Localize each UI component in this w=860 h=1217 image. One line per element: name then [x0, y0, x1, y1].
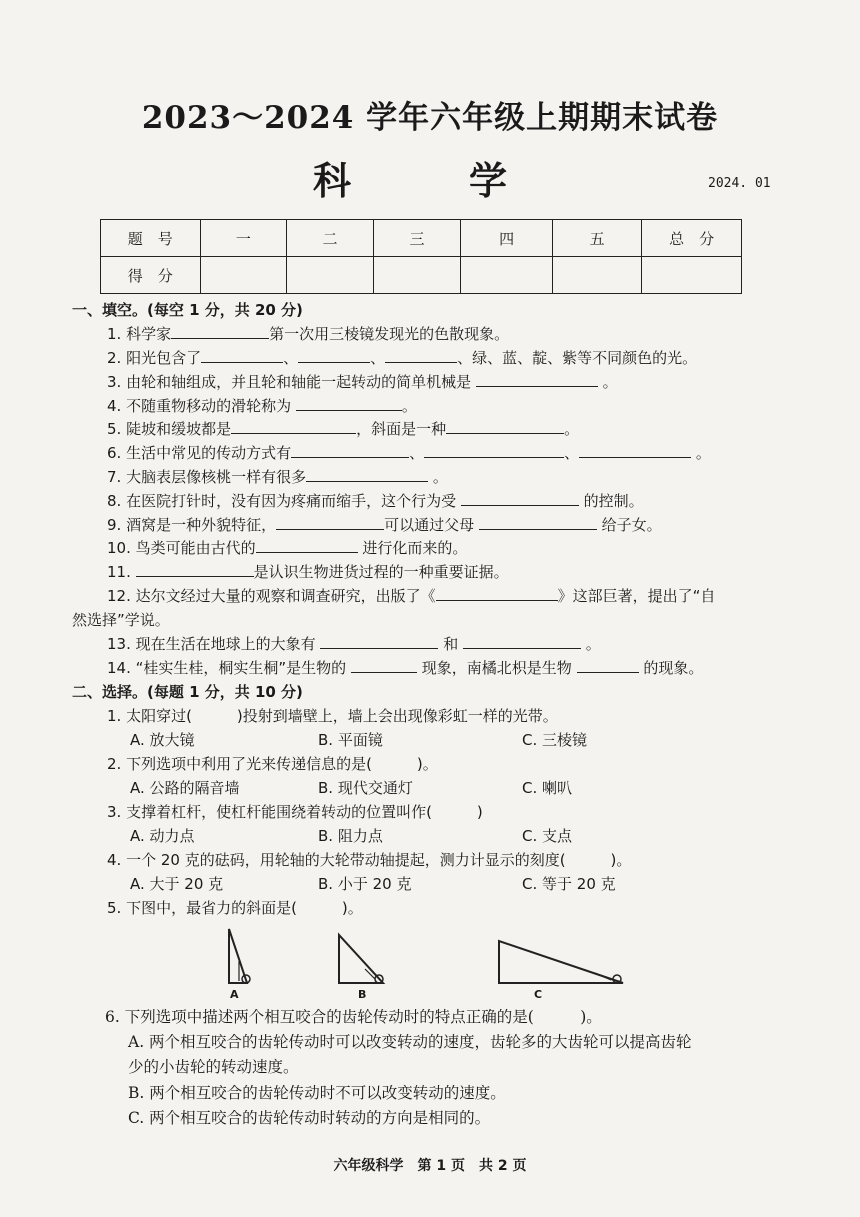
score-table-header-row [101, 220, 742, 257]
choice-q1: 1. 太阳穿过( )投射到墙壁上，墙上会出现像彩虹一样的光带。 [107, 707, 558, 725]
fill-q5: 5. 陡坡和缓坡都是 ，斜面是一种 。 [107, 420, 580, 438]
answer-blank[interactable] [446, 419, 564, 434]
score-cell-2[interactable] [287, 257, 374, 294]
choice-q4: 4. 一个 20 克的砝码，用轮轴的大轮带动轴提起，测力计显示的刻度( )。 [107, 851, 632, 869]
answer-blank[interactable] [577, 658, 639, 673]
answer-blank[interactable] [306, 467, 428, 482]
choice-q2-option-a[interactable]: A. 公路的隔音墙 [130, 779, 240, 797]
score-table-cell: 题 号 [101, 220, 201, 257]
fill-q4: 4. 不随重物移动的滑轮称为 。 [107, 397, 417, 415]
choice-q6-option-c[interactable]: C. 两个相互咬合的齿轮传动时转动的方向是相同的。 [128, 1109, 491, 1127]
answer-blank[interactable] [171, 324, 269, 339]
incline-c-label: C [534, 988, 543, 1001]
exam-title: 2023～2024 学年六年级上期期末试卷 [141, 100, 719, 136]
incline-a-icon [229, 929, 250, 983]
score-table-cell: 三 [373, 220, 461, 257]
score-table-cell: 四 [461, 220, 552, 257]
fill-q2: 2. 阳光包含了 、 、 、绿、蓝、靛、紫等不同颜色的光。 [107, 349, 698, 367]
section2-heading: 二、选择。(每题 1 分，共 10 分) [72, 683, 303, 701]
score-table-cell: 五 [552, 220, 642, 257]
score-table-cell: 一 [200, 220, 287, 257]
choice-q6-option-a-cont: 少的小齿轮的转动速度。 [128, 1058, 299, 1076]
subject-title: 科 学 [312, 158, 547, 203]
answer-blank[interactable] [463, 634, 581, 649]
incline-figure [215, 925, 635, 1001]
answer-blank[interactable] [276, 515, 384, 530]
answer-blank[interactable] [385, 348, 457, 363]
fill-q14: 14. “桂实生桂，桐实生桐”是生物的 现象，南橘北枳是生物 的现象。 [107, 659, 704, 677]
score-cell-total[interactable] [642, 257, 742, 294]
incline-c-icon [499, 941, 623, 983]
score-table [100, 219, 742, 294]
choice-q2-option-c[interactable]: C. 喇叭 [522, 779, 573, 797]
fill-q6: 6. 生活中常见的传动方式有 、 、 。 [107, 444, 711, 462]
score-cell-5[interactable] [552, 257, 642, 294]
answer-blank[interactable] [351, 658, 417, 673]
choice-q2-option-b[interactable]: B. 现代交通灯 [318, 779, 413, 797]
score-table-cell: 二 [287, 220, 374, 257]
choice-q3: 3. 支撑着杠杆，使杠杆能围绕着转动的位置叫作( ) [107, 803, 483, 821]
fill-q7: 7. 大脑表层像核桃一样有很多 。 [107, 468, 448, 486]
score-cell-4[interactable] [461, 257, 552, 294]
choice-q3-option-a[interactable]: A. 动力点 [130, 827, 195, 845]
section1-heading: 一、填空。(每空 1 分，共 20 分) [72, 301, 303, 319]
choice-q4-option-c[interactable]: C. 等于 20 克 [522, 875, 616, 893]
incline-b-icon [339, 935, 383, 983]
answer-blank[interactable] [479, 515, 597, 530]
choice-q6-option-b[interactable]: B. 两个相互咬合的齿轮传动时不可以改变转动的速度。 [128, 1084, 506, 1102]
answer-blank[interactable] [201, 348, 283, 363]
score-table-score-row [101, 257, 742, 294]
answer-blank[interactable] [476, 372, 598, 387]
answer-blank[interactable] [231, 419, 356, 434]
answer-blank[interactable] [298, 348, 370, 363]
choice-q3-option-c[interactable]: C. 支点 [522, 827, 573, 845]
exam-date: 2024. 01 [708, 176, 771, 191]
score-table-cell: 总 分 [642, 220, 742, 257]
choice-q6: 6. 下列选项中描述两个相互咬合的齿轮传动时的特点正确的是( )。 [105, 1008, 602, 1026]
fill-q3: 3. 由轮和轴组成，并且轮和轴能一起转动的简单机械是 。 [107, 373, 618, 391]
choice-q4-option-a[interactable]: A. 大于 20 克 [130, 875, 224, 893]
answer-blank[interactable] [256, 538, 358, 553]
fill-q11: 11. 是认识生物进货过程的一种重要证据。 [107, 563, 509, 581]
fill-q10: 10. 鸟类可能由古代的 进行化而来的。 [107, 539, 468, 557]
incline-b-label: B [358, 988, 367, 1001]
choice-q2: 2. 下列选项中利用了光来传递信息的是( )。 [107, 755, 438, 773]
choice-q1-option-a[interactable]: A. 放大镜 [130, 731, 195, 749]
choice-q3-option-b[interactable]: B. 阻力点 [318, 827, 383, 845]
fill-q13: 13. 现在生活在地球上的大象有 和 。 [107, 635, 601, 653]
answer-blank[interactable] [579, 443, 691, 458]
answer-blank[interactable] [424, 443, 564, 458]
fill-q1: 1. 科学家 第一次用三棱镜发现光的色散现象。 [107, 325, 510, 343]
choice-q1-option-c[interactable]: C. 三棱镜 [522, 731, 588, 749]
answer-blank[interactable] [296, 396, 402, 411]
fill-q12-cont: 然选择”学说。 [72, 611, 170, 629]
fill-q8: 8. 在医院打针时，没有因为疼痛而缩手，这个行为受 的控制。 [107, 492, 644, 510]
answer-blank[interactable] [461, 491, 579, 506]
choice-q1-option-b[interactable]: B. 平面镜 [318, 731, 383, 749]
answer-blank[interactable] [136, 562, 254, 577]
fill-q12: 12. 达尔文经过大量的观察和调查研究，出版了《 》这部巨著，提出了“自 [107, 587, 716, 605]
answer-blank[interactable] [291, 443, 409, 458]
incline-a-label: A [230, 988, 239, 1001]
choice-q6-option-a[interactable]: A. 两个相互咬合的齿轮传动时可以改变转动的速度，齿轮多的大齿轮可以提高齿轮 [128, 1033, 692, 1051]
score-cell-3[interactable] [373, 257, 461, 294]
score-table-cell: 得 分 [101, 257, 201, 294]
choice-q4-option-b[interactable]: B. 小于 20 克 [318, 875, 412, 893]
page-footer: 六年级科学 第 1 页 共 2 页 [333, 1158, 527, 1174]
fill-q9: 9. 酒窝是一种外貌特征， 可以通过父母 给子女。 [107, 516, 662, 534]
score-cell-1[interactable] [200, 257, 287, 294]
answer-blank[interactable] [436, 586, 558, 601]
choice-q5: 5. 下图中，最省力的斜面是( )。 [107, 899, 363, 917]
answer-blank[interactable] [320, 634, 438, 649]
